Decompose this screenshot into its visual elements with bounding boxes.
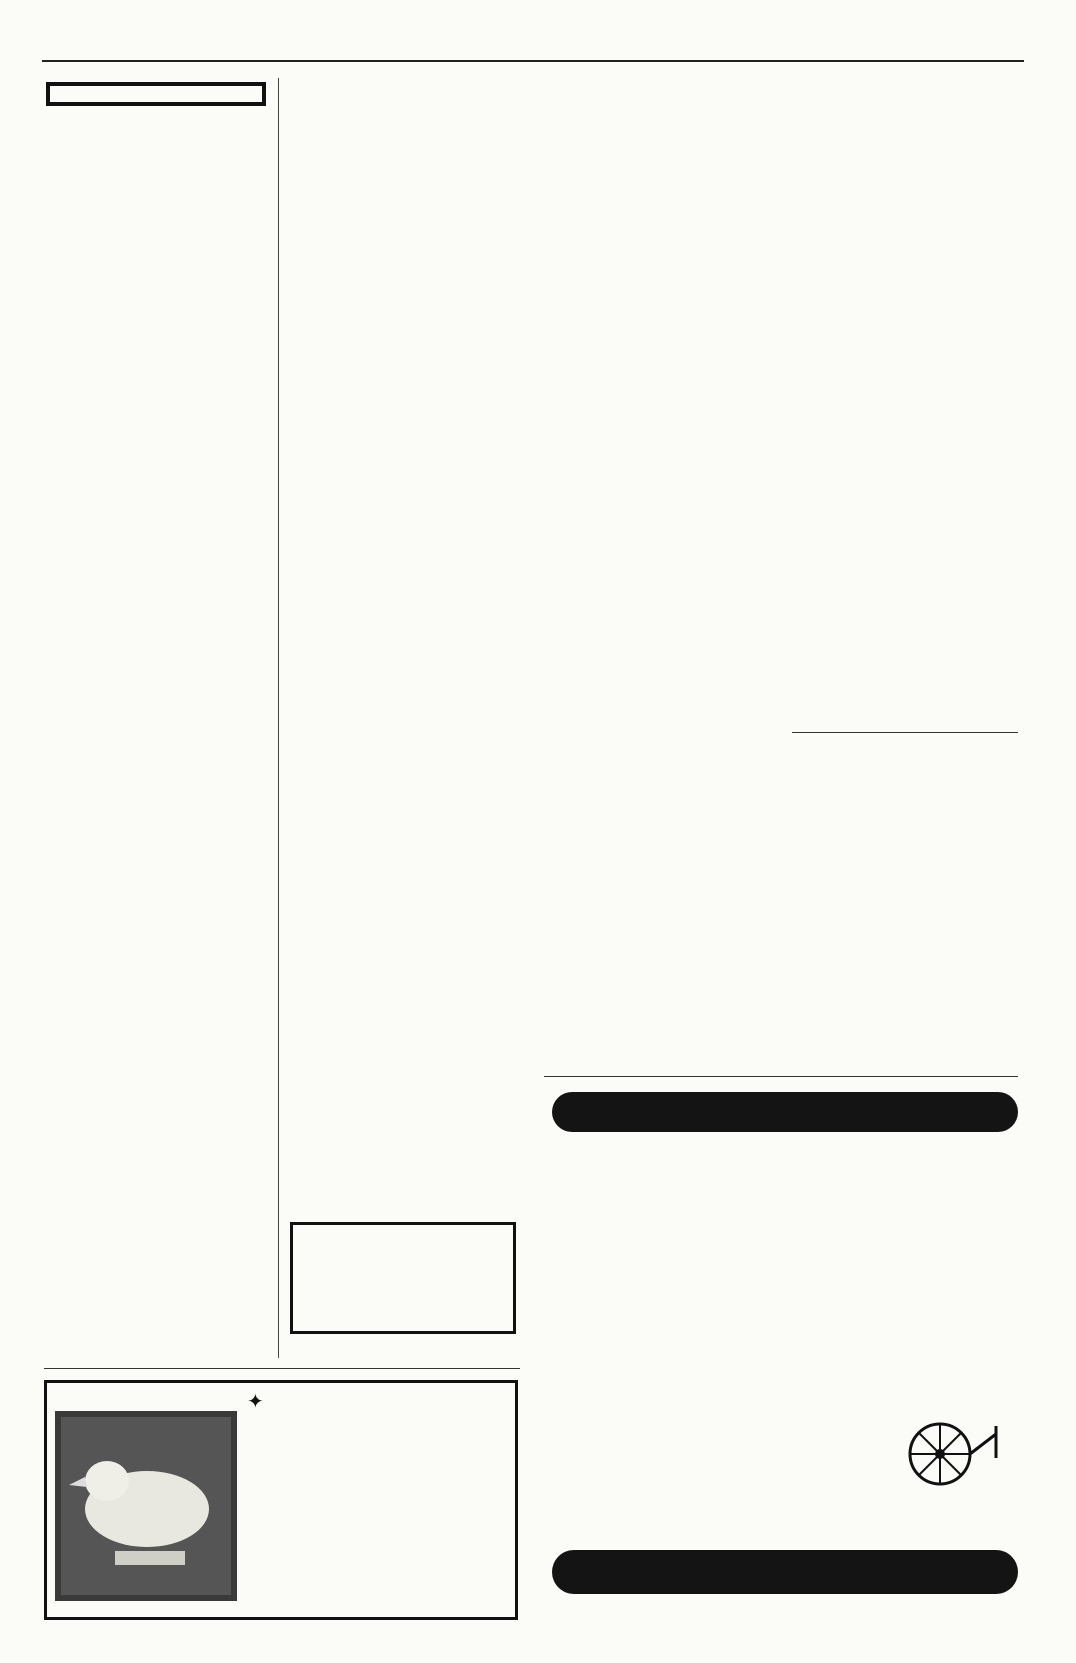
mezcala-column-2 [792,126,1018,140]
health-title [46,82,266,106]
health-column-1 [40,258,268,274]
spinning-wheel-icon [900,1414,1004,1494]
ad-rule [44,1368,520,1369]
ambassador-column [792,806,1018,820]
column-rule [278,78,279,1358]
mezcala-column-1 [544,126,770,142]
ad-bottom-bar [552,1550,1018,1594]
story-rule [792,732,1018,733]
masthead-rule [42,60,1024,62]
health-column-2 [290,80,520,96]
masthead [42,34,1024,56]
ad-top-bar [552,1092,1018,1132]
eximport-ad [44,1380,518,1620]
health-title-box [46,82,266,106]
real-life-ad [290,1222,516,1334]
story-end-rule [544,1076,1018,1077]
bird-carving-photo [55,1411,237,1601]
eximport-logo-icon: ✦ [247,1389,264,1413]
